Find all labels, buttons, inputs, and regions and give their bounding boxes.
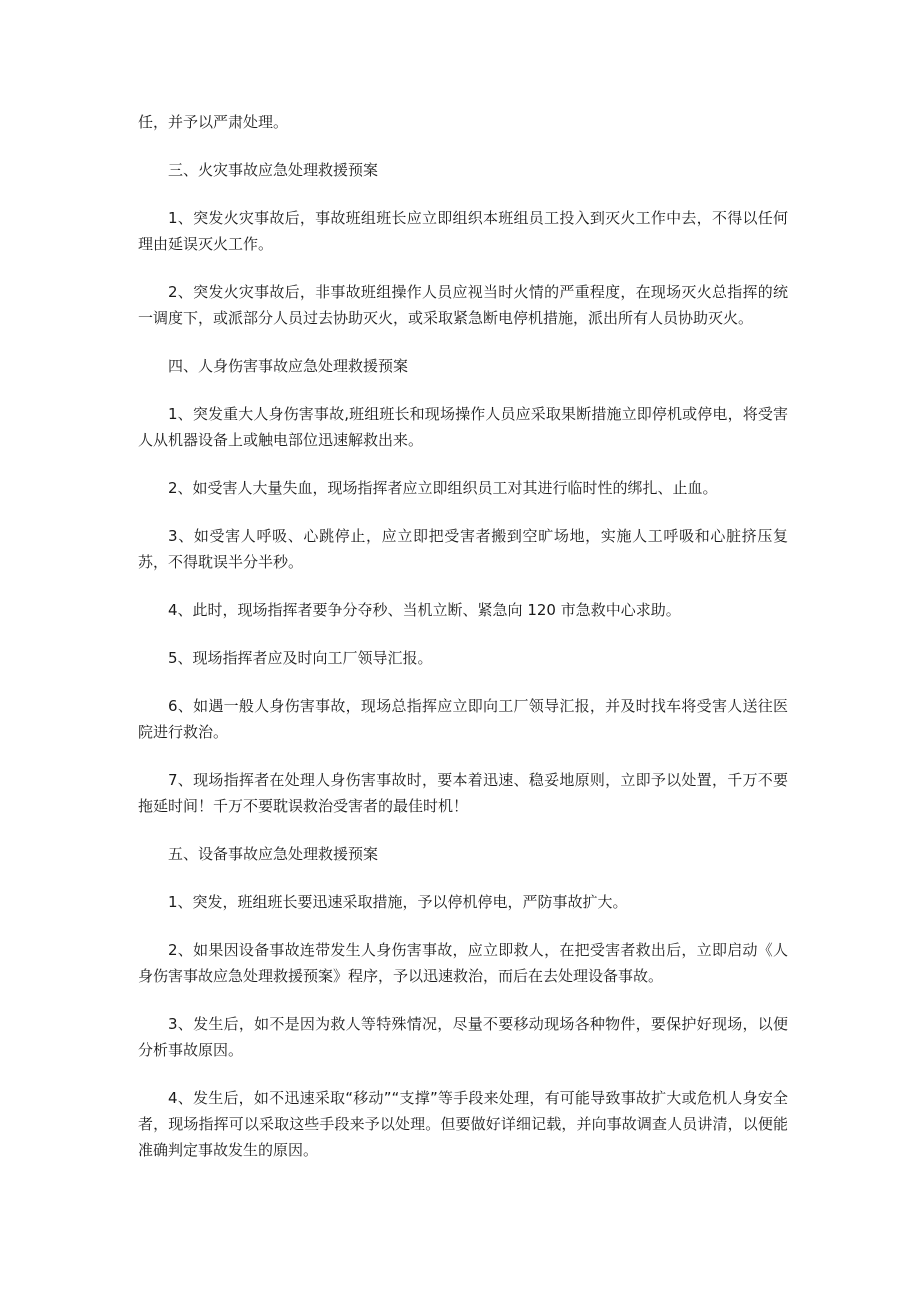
section-heading-fire: 三、火灾事故应急处理救援预案 [168, 161, 379, 179]
section-heading-injury: 四、人身伤害事故应急处理救援预案 [168, 357, 409, 375]
paragraph: 4、此时，现场指挥者要争分夺秒、当机立断、紧急向 120 市急救中心求助。 [168, 601, 681, 619]
paragraph: 3、如受害人呼吸、心跳停止，应立即把受害者搬到空旷场地，实施人工呼吸和心脏挤压复苏，不得耽误半分半秒。 [138, 527, 788, 571]
paragraph: 7、现场指挥者在处理人身伤害事故时，要本着迅速、稳妥地原则，立即予以处置，千万不要拖延时间！千万不要耽误救治受害者的最佳时机！ [138, 771, 788, 815]
section-heading-equipment: 五、设备事故应急处理救援预案 [168, 845, 379, 863]
paragraph: 2、突发火灾事故后，非事故班组操作人员应视当时火情的严重程度，在现场灭火总指挥的统一调度下，或派部分人员过去协助灭火，或采取紧急断电停机措施，派出所有人员协助灭火。 [138, 283, 788, 327]
paragraph: 1、突发，班组班长要迅速采取措施，予以停机停电，严防事故扩大。 [168, 893, 628, 911]
paragraph: 5、现场指挥者应及时向工厂领导汇报。 [168, 649, 433, 667]
paragraph: 1、突发火灾事故后，事故班组班长应立即组织本班组员工投入到灭火工作中去，不得以任何理由延误灭火工作。 [138, 209, 788, 253]
document-body [138, 109, 788, 1185]
paragraph: 2、如果因设备事故连带发生人身伤害事故，应立即救人，在把受害者救出后，立即启动《人身伤害事故应急处理救援预案》程序，予以迅速救治，而后在去处理设备事故。 [138, 941, 788, 985]
paragraph: 4、发生后，如不迅速采取“移动”“支撑”等手段来处理，有可能导致事故扩大或危机人身安全者，现场指挥可以采取这些手段来予以处理。但要做好详细记载，并向事故调查人员讲清，以便能准确判定事故发生的原因。 [138, 1089, 788, 1159]
paragraph: 1、突发重大人身伤害事故,班组班长和现场操作人员应采取果断措施立即停机或停电，将受害人从机器设备上或触电部位迅速解救出来。 [138, 405, 788, 449]
paragraph-continuation: 任，并予以严肃处理。 [138, 113, 289, 131]
paragraph: 2、如受害人大量失血，现场指挥者应立即组织员工对其进行临时性的绑扎、止血。 [168, 479, 718, 497]
paragraph: 3、发生后，如不是因为救人等特殊情况，尽量不要移动现场各种物件，要保护好现场，以便分析事故原因。 [138, 1015, 788, 1059]
paragraph: 6、如遇一般人身伤害事故，现场总指挥应立即向工厂领导汇报，并及时找车将受害人送往医院进行救治。 [138, 697, 788, 741]
